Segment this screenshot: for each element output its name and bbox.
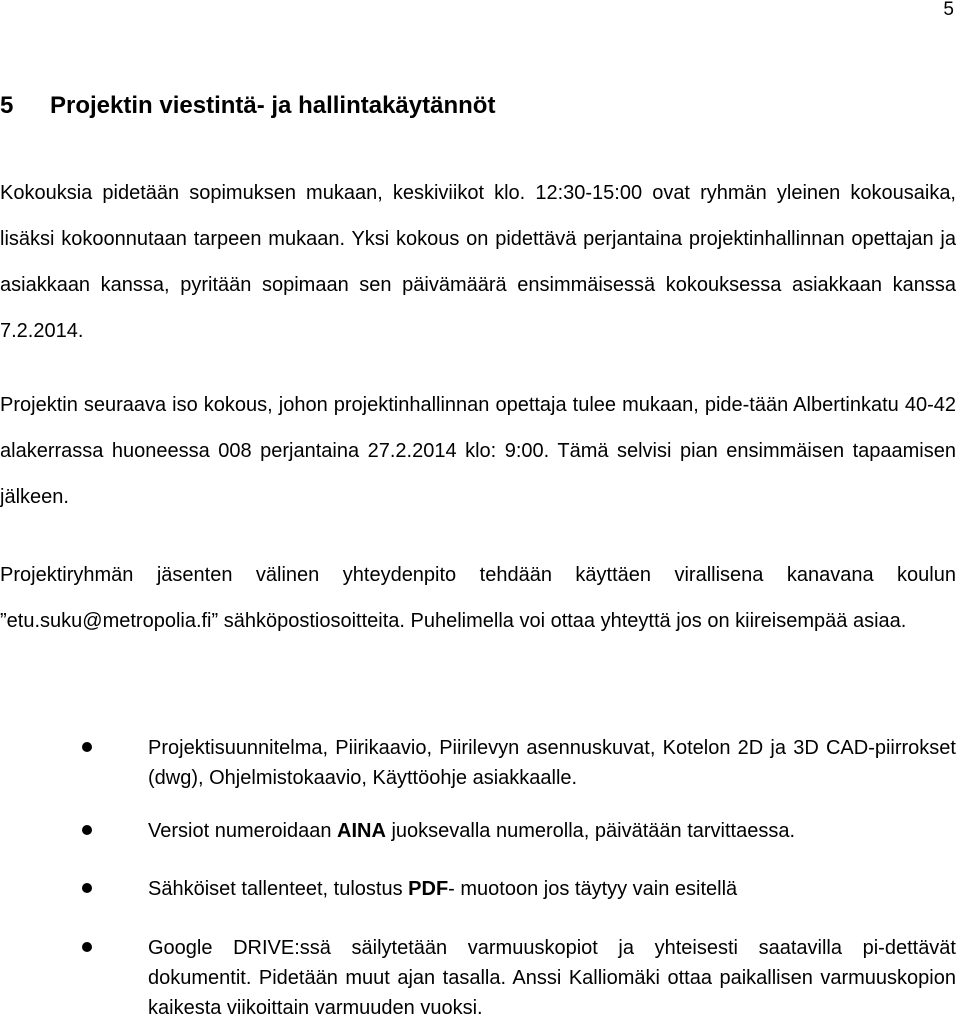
list-item-text: Google DRIVE:ssä säilytetään varmuuskopiot ja yhteisesti saatavilla pi-dettävät dokumentit. Pidetään muut ajan tasalla. Anssi Kalliomäki ottaa paikallisen varmuuskopion kaikesta viikoittain varmuuden vuoksi. (148, 937, 956, 1019)
list-item-text-after: juoksevalla numerolla, päivätään tarvittaessa. (385, 820, 796, 842)
paragraph-next-meeting: Projektin seuraava iso kokous, johon projektinhallinnan opettaja tulee mukaan, pide-tään Albertinkatu 40-42 alakerrassa huoneessa 008 perjantaina 27.2.2014 klo: 9:00. Tämä selvisi pian ensimmäisen tapaamisen jälkeen. (0, 394, 956, 508)
list-item-emphasis: AINA (337, 820, 386, 842)
list-item-text-before: Sähköiset tallenteet, tulostus (148, 878, 409, 900)
paragraph-communication: Projektiryhmän jäsenten välinen yhteydenpito tehdään käyttäen virallisena kanavana koulun ”etu.suku@metropolia.fi” sähköpostiosoitteita. Puhelimella voi ottaa yhteyttä jos on kiireisempää asiaa. (0, 564, 956, 632)
list-item-text-before: Versiot numeroidaan (148, 820, 338, 842)
list-item-text (148, 874, 956, 904)
list-item-emphasis: PDF (408, 878, 449, 900)
bullet-icon (82, 742, 92, 752)
section-heading (0, 90, 495, 122)
bullet-icon (82, 942, 92, 952)
page-number: 5 (943, 0, 954, 20)
section-number: 5 (0, 92, 14, 119)
bullet-icon (82, 883, 92, 893)
bullet-icon (82, 825, 92, 835)
list-item-text (148, 816, 956, 846)
paragraph-meetings: Kokouksia pidetään sopimuksen mukaan, keskiviikot klo. 12:30-15:00 ovat ryhmän yleinen kokousaika, lisäksi kokoonnutaan tarpeen mukaan. Yksi kokous on pidettävä perjantaina projektinhallinnan opettajan ja asiakkaan kanssa, pyritään sopimaan sen päivämäärä ensimmäisessä kokouksessa asiakkaan kanssa 7.2.2014. (0, 182, 956, 342)
list-item-text-after: - muotoon jos täytyy vain esitellä (448, 878, 738, 900)
section-title: Projektin viestintä- ja hallintakäytännöt (50, 92, 496, 119)
list-item-text: Projektisuunnitelma, Piirikaavio, Piirilevyn asennuskuvat, Kotelon 2D ja 3D CAD-piirrokset (dwg), Ohjelmistokaavio, Käyttöohje asiakkaalle. (148, 737, 956, 789)
